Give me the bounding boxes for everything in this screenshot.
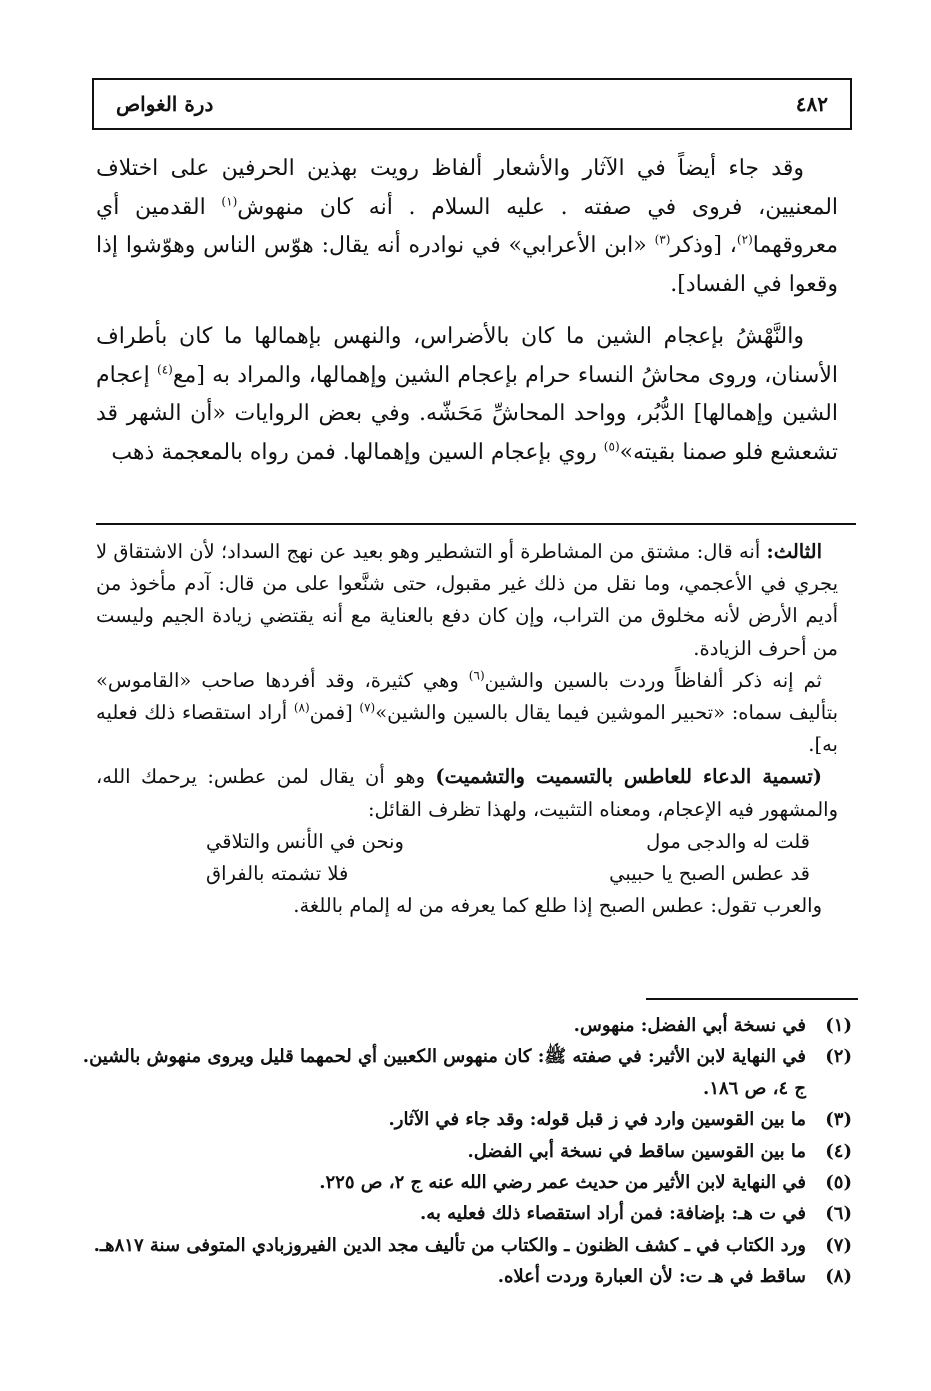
text-run: والنَّهْشُ بإعجام الشين ما كان بالأضراس، والنهس بإهمالها ما كان بأطراف الأسنان، وروى محاشُ النساء حرام بإعجام الشين وإهمالها، والمراد به [مع <box>96 324 838 388</box>
footnote-ref: (٤) <box>157 362 173 377</box>
text-run: أنه قال: مشتق من المشاطرة أو التشطير وهو بعيد عن نهج السداد؛ لأن الاشتقاق لا يجري في الأعجمي، وما نقل من ذلك غير مقبول، حتى شنَّعوا على من قال: آدم مأخوذ من أديم الأرض لأنه مخلوق من التراب، وإن كان دفع بالعناية مع أنه يقتضي زيادة الجيم وليست من أحرف الزيادة. <box>96 540 838 660</box>
footnote-text: ما بين القوسين ساقط في نسخة أبي الفضل. <box>467 1140 806 1162</box>
footnote-ref: (١) <box>221 194 238 209</box>
text-run: ثم إنه ذكر ألفاظاً وردت بالسين والشين <box>484 668 822 692</box>
main-text <box>96 150 838 486</box>
page-header <box>92 78 852 130</box>
verse-hemistich: فلا تشمته بالفراق <box>206 862 349 886</box>
footnote-item <box>82 1041 852 1104</box>
footnote-item <box>82 1198 852 1229</box>
running-title: درة الغواص <box>116 92 214 116</box>
text-run: ، [وذكر <box>670 233 737 258</box>
text-run: «ابن الأعرابي» في نوادره أنه يقال: هوّس الناس وهوّشوا إذا وقعوا في الفساد]. <box>96 233 838 297</box>
footnote-number: (٥) <box>825 1172 852 1194</box>
footnote-number: (١) <box>825 1015 852 1036</box>
footnote-item <box>82 1136 852 1167</box>
commentary-paragraph <box>96 665 838 762</box>
footnote-ref: (٦) <box>468 668 485 683</box>
main-paragraph <box>96 318 838 472</box>
footnote-item <box>82 1230 852 1261</box>
text-run: وهو أن يقال لمن عطس: يرحمك الله، والمشهور فيه الإعجام، ومعناه التثبيت، ولهذا تظرف القائل: <box>96 765 838 821</box>
main-divider <box>96 523 856 525</box>
footnote-number: (٢) <box>825 1046 852 1068</box>
footnote-ref: (٨) <box>293 700 310 715</box>
footnote-ref: (٢) <box>736 232 753 247</box>
bold-lead: (تسمية الدعاء للعاطس بالتسميت والتشميت) <box>435 765 822 789</box>
footnote-text: ورد الكتاب في ـ كشف الظنون ـ والكتاب من تأليف مجد الدين الفيروزبادي المتوفى سنة ٨١٧هـ. <box>93 1234 806 1256</box>
verse-hemistich: ونحن في الأنس والتلاقي <box>206 829 404 853</box>
commentary-paragraph <box>96 761 838 825</box>
page-number: ٤٨٢ <box>795 92 828 116</box>
footnote-ref: (٣) <box>654 232 671 247</box>
footnote-text: في النهاية لابن الأثير: في صفته ﷺ: كان منهوس الكعبين أي لحمهما قليل ويروى منهوش بالشين. ج ٤، ص ١٨٦. <box>82 1046 806 1099</box>
footnote-number: (٧) <box>825 1234 852 1256</box>
text-run: وقد جاء أيضاً في الآثار والأشعار ألفاظ رويت بهذين الحرفين على اختلاف المعنيين، فروى في صفته . عليه السلام . أنه كان منهوش <box>96 156 839 220</box>
verse-hemistich: قد عطس الصبح يا حبيبي <box>609 862 810 886</box>
footnote-number: (٦) <box>825 1203 852 1225</box>
footnote-text: في ت هـ: بإضافة: فمن أراد استقصاء ذلك فعليه به. <box>419 1203 806 1225</box>
verse-line <box>96 858 838 890</box>
footnote-item <box>82 1010 852 1041</box>
commentary-text <box>96 536 838 922</box>
text-run: وهي كثيرة، وقد أفردها صاحب «القاموس» بتأليف سماه: «تحبير الموشين فيما يقال بالسين والشين» <box>96 668 838 725</box>
commentary-paragraph: والعرب تقول: عطس الصبح إذا طلع كما يعرفه من له إلمام باللغة. <box>293 894 822 918</box>
footnote-text: ما بين القوسين وارد في ز قبل قوله: وقد جاء في الآثار. <box>388 1109 806 1131</box>
footnote-item <box>82 1167 852 1198</box>
footnote-item <box>82 1104 852 1135</box>
footnote-text: في النهاية لابن الأثير من حديث عمر رضي الله عنه ج ٢، ص ٢٢٥. <box>319 1172 806 1194</box>
main-paragraph <box>96 150 838 304</box>
verse-hemistich: قلت له والدجى مول <box>646 829 810 853</box>
bold-lead: الثالث: <box>766 540 822 563</box>
text-run: [فمن <box>309 701 360 725</box>
footnote-text: في نسخة أبي الفضل: منهوس. <box>573 1015 806 1036</box>
footnote-number: (٣) <box>825 1109 852 1131</box>
text-run: القدمين أي معروقهما <box>96 194 838 258</box>
footnote-ref: (٧) <box>359 700 376 715</box>
footnote-ref: (٥) <box>603 439 620 454</box>
footnote-divider <box>646 998 858 1000</box>
text-run: إعجام الشين وإهمالها] الدُّبُر، وواحد المحاشِّ مَحَشّه. وفي بعض الروايات «أن الشهر قد تشعشع فلو صمنا بقيته» <box>96 362 838 465</box>
footnote-number: (٨) <box>825 1266 852 1288</box>
footnote-text: ساقط في هـ ت: لأن العبارة وردت أعلاه. <box>497 1266 806 1288</box>
text-run: روي بإعجام السين وإهمالها. فمن رواه بالمعجمة ذهب <box>111 439 604 465</box>
footnote-list <box>82 1010 852 1293</box>
footnote-number: (٤) <box>825 1140 852 1162</box>
verse-line <box>96 826 838 858</box>
footnote-item <box>82 1261 852 1292</box>
commentary-paragraph <box>96 536 838 665</box>
text-run: أراد استقصاء ذلك فعليه به]. <box>96 701 838 757</box>
